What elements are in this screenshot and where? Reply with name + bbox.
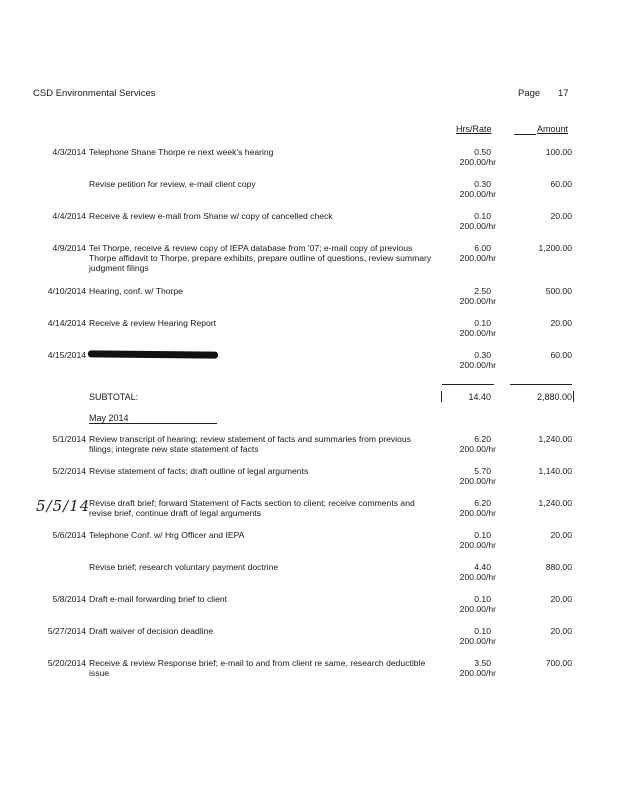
entry-description: Revise statement of facts; draft outline of legal arguments <box>89 466 309 476</box>
entry-amount: 700.00 <box>545 658 572 668</box>
time-entry <box>0 562 619 594</box>
entry-amount: 1,200.00 <box>538 243 572 253</box>
entry-hours: 0.50 <box>474 147 491 157</box>
time-entry <box>0 211 619 243</box>
handwritten-date: 5/5/14 <box>36 497 91 515</box>
time-entry <box>0 179 619 211</box>
entry-rate: 200.00/hr <box>459 636 496 646</box>
time-entry <box>0 658 619 690</box>
time-entry <box>0 530 619 562</box>
entry-rate: 200.00/hr <box>459 540 496 550</box>
entry-hours: 0.10 <box>474 530 491 540</box>
month-underline <box>89 423 217 424</box>
entry-amount: 100.00 <box>545 147 572 157</box>
entry-amount: 60.00 <box>550 350 572 360</box>
column-hrs-rate: Hrs/Rate <box>456 124 492 134</box>
company-name: CSD Environmental Services <box>33 88 156 99</box>
entry-description: Draft waiver of decision deadline <box>89 626 214 636</box>
redaction-mark <box>88 350 218 358</box>
entry-hours: 6.20 <box>474 434 491 444</box>
entry-amount: 20.00 <box>550 626 572 636</box>
entry-description: Draft e-mail forwarding brief to client <box>89 594 228 604</box>
entry-rate: 200.00/hr <box>459 221 496 231</box>
entry-rate: 200.00/hr <box>459 189 496 199</box>
subtotal-bracket-left <box>441 391 442 402</box>
time-entry <box>0 350 619 382</box>
entry-amount: 20.00 <box>550 211 572 221</box>
entry-rate: 200.00/hr <box>459 253 496 263</box>
entry-rate: 200.00/hr <box>459 328 496 338</box>
entry-date: 4/3/2014 <box>52 147 86 157</box>
entry-rate: 200.00/hr <box>459 476 496 486</box>
entry-amount: 60.00 <box>550 179 572 189</box>
entry-amount: 20.00 <box>550 594 572 604</box>
entry-hours: 2.50 <box>474 286 491 296</box>
entry-rate: 200.00/hr <box>459 668 496 678</box>
entry-amount: 1,240.00 <box>538 498 572 508</box>
entry-hours: 0.10 <box>474 318 491 328</box>
entry-description: Receive & review Hearing Report <box>89 318 217 328</box>
entry-rate: 200.00/hr <box>459 444 496 454</box>
entry-description: Revise brief; research voluntary payment doctrine <box>89 562 279 572</box>
entry-description: Telephone Conf. w/ Hrg Officer and IEPA <box>89 530 245 540</box>
entry-date: 5/20/2014 <box>47 658 86 668</box>
entry-hours: 0.30 <box>474 350 491 360</box>
entry-rate: 200.00/hr <box>459 360 496 370</box>
time-entry <box>0 626 619 658</box>
entry-date: 5/27/2014 <box>47 626 86 636</box>
subtotal-amount-rule <box>510 384 572 385</box>
entry-date: 5/6/2014 <box>52 530 86 540</box>
entry-date: 5/1/2014 <box>52 434 86 444</box>
subtotal-amount: 2,880.00 <box>536 392 572 402</box>
entry-amount: 1,240.00 <box>538 434 572 444</box>
entry-description: Receive & review Response brief; e-mail to and from client re same, research deductible issue <box>89 658 426 678</box>
subtotal-label: SUBTOTAL: <box>89 392 139 402</box>
entry-date: 4/10/2014 <box>47 286 86 296</box>
subtotal-hours: 14.40 <box>468 392 491 402</box>
time-entry <box>0 434 619 466</box>
page-number: 17 <box>558 88 569 99</box>
entry-hours: 5.70 <box>474 466 491 476</box>
entry-rate: 200.00/hr <box>459 296 496 306</box>
entry-description: Review transcript of hearing; review statement of facts and summaries from previous filings; integrate new state statement of facts <box>89 434 411 454</box>
entry-amount: 880.00 <box>545 562 572 572</box>
entry-date: 5/8/2014 <box>52 594 86 604</box>
entry-description: Telephone Shane Thorpe re next week's hearing <box>89 147 274 157</box>
time-entry <box>0 147 619 179</box>
month-label: May 2014 <box>89 413 129 423</box>
entry-hours: 0.10 <box>474 594 491 604</box>
entry-description: Hearing, conf. w/ Thorpe <box>89 286 183 296</box>
subtotal-hrs-rule <box>442 384 494 385</box>
entry-hours: 6.20 <box>474 498 491 508</box>
entry-amount: 500.00 <box>545 286 572 296</box>
entry-date: 4/9/2014 <box>52 243 86 253</box>
time-entry <box>0 318 619 350</box>
entry-description: Tel Thorpe, receive & review copy of IEPA database from '07; e-mail copy of previous Thorpe affidavit to Thorpe, prepare exhibits, prepare outline of questions, review summary judgment filings <box>89 243 432 273</box>
amount-header-underline <box>514 134 536 135</box>
entry-hours: 0.10 <box>474 211 491 221</box>
entry-amount: 20.00 <box>550 530 572 540</box>
entry-hours: 4.40 <box>474 562 491 572</box>
time-entry <box>0 286 619 318</box>
column-amount: Amount <box>537 124 569 134</box>
entry-rate: 200.00/hr <box>459 572 496 582</box>
entry-hours: 6.00 <box>474 243 491 253</box>
entry-date: 4/15/2014 <box>47 350 86 360</box>
entry-hours: 0.30 <box>474 179 491 189</box>
entry-amount: 20.00 <box>550 318 572 328</box>
entry-amount: 1,140.00 <box>538 466 572 476</box>
entry-hours: 3.50 <box>474 658 491 668</box>
entry-rate: 200.00/hr <box>459 508 496 518</box>
time-entry <box>0 594 619 626</box>
entry-rate: 200.00/hr <box>459 604 496 614</box>
entry-description: Receive & review e-mail from Shane w/ copy of cancelled check <box>89 211 333 221</box>
entry-date: 4/14/2014 <box>47 318 86 328</box>
time-entry <box>0 243 619 285</box>
time-entry <box>0 498 619 530</box>
subtotal-bracket-right <box>573 391 574 402</box>
entry-description: Revise petition for review, e-mail client copy <box>89 179 256 189</box>
entry-date: 4/4/2014 <box>52 211 86 221</box>
entry-description: Revise draft brief; forward Statement of Facts section to client; receive comments and revise brief, continue draft of legal arguments <box>89 498 415 518</box>
entry-date: 5/2/2014 <box>52 466 86 476</box>
entry-hours: 0.10 <box>474 626 491 636</box>
entry-rate: 200.00/hr <box>459 157 496 167</box>
time-entry <box>0 466 619 498</box>
page-label: Page <box>518 88 541 99</box>
